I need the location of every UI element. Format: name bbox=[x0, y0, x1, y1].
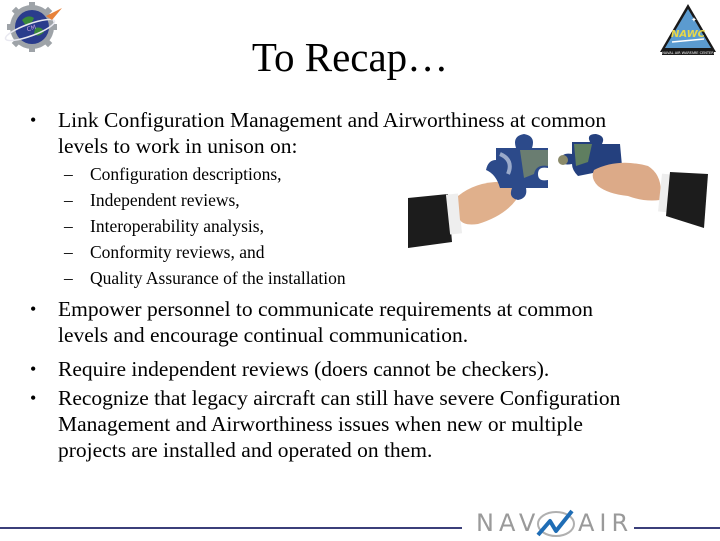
sub-item-text: Interoperability analysis, bbox=[90, 216, 264, 236]
sub-item bbox=[64, 215, 410, 237]
navair-swoosh-icon bbox=[534, 509, 578, 539]
bullet-line: Require independent reviews (doers cannot be checkers). bbox=[58, 357, 550, 381]
svg-text:NAVAL AIR WARFARE CENTER: NAVAL AIR WARFARE CENTER bbox=[662, 51, 714, 55]
bullet-line: projects are installed and operated on them. bbox=[58, 438, 433, 462]
footer-rule-right bbox=[634, 527, 720, 529]
bullet-glyph: • bbox=[30, 299, 37, 319]
bullet-item bbox=[30, 356, 708, 382]
svg-text:✦: ✦ bbox=[691, 16, 697, 24]
sub-item-text: Quality Assurance of the installation bbox=[90, 268, 346, 288]
bullet-glyph: • bbox=[30, 388, 37, 408]
sub-item bbox=[64, 241, 410, 263]
dash-glyph: – bbox=[64, 216, 73, 236]
bullet-item bbox=[30, 296, 708, 348]
dash-glyph: – bbox=[64, 164, 73, 184]
dash-glyph: – bbox=[64, 268, 73, 288]
sub-item bbox=[64, 163, 410, 185]
slide-title: To Recap… bbox=[251, 34, 449, 80]
sub-item-text: Conformity reviews, and bbox=[90, 242, 265, 262]
dash-glyph: – bbox=[64, 190, 73, 210]
sub-item-text: Configuration descriptions, bbox=[90, 164, 282, 184]
svg-text:CM: CM bbox=[25, 23, 38, 34]
sub-item bbox=[64, 189, 410, 211]
navair-logo-text-right: AIR bbox=[578, 509, 634, 537]
bullet-line: levels to work in unison on: bbox=[58, 134, 298, 158]
hands-puzzle-image bbox=[408, 130, 720, 250]
bullet-line: Recognize that legacy aircraft can still have severe Configuration bbox=[58, 386, 621, 410]
bullet-line: levels and encourage continual communication. bbox=[58, 323, 469, 347]
sub-item-text: Independent reviews, bbox=[90, 190, 240, 210]
navair-logo bbox=[470, 505, 640, 541]
bullet-line: Empower personnel to communicate requirements at common bbox=[58, 297, 593, 321]
sub-item bbox=[64, 267, 410, 289]
dash-glyph: – bbox=[64, 242, 73, 262]
bullet-glyph: • bbox=[30, 359, 37, 379]
navair-logo-text-left: NAV bbox=[476, 509, 541, 537]
bullet-item bbox=[30, 385, 708, 463]
bullet-line: Management and Airworthiness issues when new or multiple bbox=[58, 412, 583, 436]
bullet-glyph: • bbox=[30, 110, 37, 130]
footer-rule-left bbox=[0, 527, 462, 529]
svg-text:NAWC: NAWC bbox=[671, 29, 705, 40]
bullet-line: Link Configuration Management and Airworthiness at common bbox=[58, 108, 607, 132]
